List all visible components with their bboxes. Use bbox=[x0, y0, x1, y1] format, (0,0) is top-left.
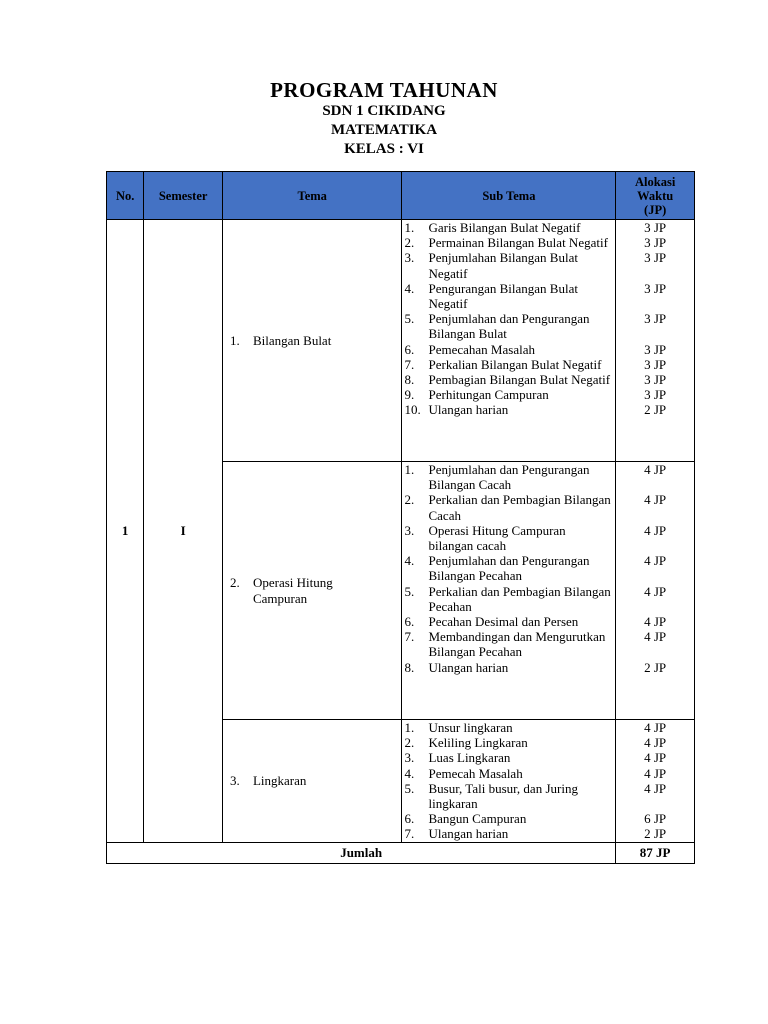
sub-tema-item bbox=[404, 735, 613, 750]
tema-number: 2. bbox=[229, 575, 240, 591]
jp-value: 4 JP bbox=[644, 522, 667, 538]
sub-tema-number: 7. bbox=[404, 826, 415, 842]
sub-tema-text: Keliling Lingkaran bbox=[428, 735, 528, 751]
sub-tema-item bbox=[404, 614, 613, 629]
sub-tema-text: Unsur lingkaran bbox=[428, 720, 513, 735]
header-alokasi-line: (JP) bbox=[644, 202, 667, 217]
sub-tema-text: Bangun Campuran bbox=[428, 811, 527, 827]
sub-tema-item bbox=[404, 372, 613, 387]
total-row bbox=[107, 842, 695, 863]
jp-value: 4 JP bbox=[644, 462, 667, 477]
sub-tema-text: Perkalian dan Pembagian Bilangan Pecahan bbox=[428, 583, 611, 614]
jp-value: 4 JP bbox=[644, 780, 667, 796]
sub-tema-number: 2. bbox=[404, 492, 415, 508]
sub-tema-number: 8. bbox=[404, 372, 415, 388]
sub-tema-text: Pembagian Bilangan Bulat Negatif bbox=[428, 372, 611, 388]
sub-tema-text: Ulangan harian bbox=[428, 826, 509, 842]
sub-tema-number: 3. bbox=[404, 750, 415, 766]
jp-value: 2 JP bbox=[644, 826, 667, 842]
jp-value: 3 JP bbox=[644, 356, 667, 372]
sub-tema-number: 2. bbox=[404, 235, 415, 251]
tema-item bbox=[230, 575, 402, 605]
sub-tema-item bbox=[404, 826, 613, 841]
sub-tema-text: Penjumlahan Bilangan Bulat Negatif bbox=[428, 250, 578, 281]
sub-tema-number: 8. bbox=[404, 659, 415, 675]
sub-tema-text: Pemecah Masalah bbox=[428, 765, 523, 781]
sub-tema-text: Penjumlahan dan Pengurangan Bilangan Bulat bbox=[428, 311, 590, 342]
tema-item bbox=[230, 773, 402, 788]
jp-value: 4 JP bbox=[644, 614, 667, 630]
jp-value: 4 JP bbox=[644, 583, 667, 599]
school-name: SDN 1 CIKIDANG bbox=[322, 103, 446, 119]
sub-tema-item bbox=[404, 235, 613, 250]
row-number: 1 bbox=[107, 220, 144, 843]
jp-value: 4 JP bbox=[644, 765, 667, 781]
header-alokasi-line: Alokasi bbox=[635, 174, 676, 189]
class-label: KELAS : VI bbox=[344, 141, 424, 157]
jp-value: 4 JP bbox=[644, 492, 667, 508]
sub-tema-text: Operasi Hitung Campuran bilangan cacah bbox=[428, 522, 566, 554]
sub-tema-cell bbox=[402, 220, 616, 462]
tema-item bbox=[230, 333, 402, 348]
alokasi-cell bbox=[616, 720, 695, 843]
jp-value: 4 JP bbox=[644, 720, 667, 735]
sub-tema-cell bbox=[402, 720, 616, 843]
sub-tema-item bbox=[404, 342, 613, 357]
total-value: 87 JP bbox=[616, 842, 695, 863]
tema-label: Operasi Hitung Campuran bbox=[252, 575, 333, 606]
sub-tema-item bbox=[404, 492, 613, 522]
sub-tema-number: 3. bbox=[404, 522, 415, 538]
sub-tema-number: 3. bbox=[404, 250, 415, 266]
sub-tema-number: 1. bbox=[404, 220, 415, 235]
sub-tema-item bbox=[404, 462, 613, 492]
sub-tema-number: 9. bbox=[404, 387, 415, 403]
jp-value: 3 JP bbox=[644, 250, 667, 266]
sub-tema-item bbox=[404, 781, 613, 811]
header-semester: Semester bbox=[144, 172, 223, 220]
sub-tema-cell bbox=[402, 462, 616, 720]
jp-value: 3 JP bbox=[644, 235, 667, 251]
sub-tema-text: Penjumlahan dan Pengurangan Bilangan Pecahan bbox=[428, 553, 590, 584]
sub-tema-text: Garis Bilangan Bulat Negatif bbox=[428, 220, 581, 235]
sub-tema-number: 6. bbox=[404, 811, 415, 827]
jp-value: 3 JP bbox=[644, 372, 667, 388]
sub-tema-text: Penjumlahan dan Pengurangan Bilangan Cacah bbox=[428, 462, 590, 493]
sub-tema-item bbox=[404, 750, 613, 765]
sub-tema-text: Luas Lingkaran bbox=[428, 750, 511, 766]
jp-value: 3 JP bbox=[644, 280, 667, 296]
sub-tema-number: 4. bbox=[404, 765, 415, 781]
tema-label: Lingkaran bbox=[252, 773, 307, 789]
tema-number: 3. bbox=[229, 773, 240, 789]
sub-tema-item bbox=[404, 766, 613, 781]
sub-tema-item bbox=[404, 720, 613, 735]
sub-tema-item bbox=[404, 660, 613, 675]
sub-tema-item bbox=[404, 357, 613, 372]
jp-value: 4 JP bbox=[644, 750, 667, 766]
sub-tema-item bbox=[404, 523, 613, 553]
sub-tema-item bbox=[404, 387, 613, 402]
annual-program-table bbox=[106, 171, 695, 864]
sub-tema-number: 4. bbox=[404, 553, 415, 569]
sub-tema-text: Perkalian dan Pembagian Bilangan Cacah bbox=[428, 492, 611, 523]
jp-value: 3 JP bbox=[644, 311, 667, 327]
sub-tema-number: 2. bbox=[404, 735, 415, 751]
sub-tema-number: 5. bbox=[404, 780, 415, 796]
jp-value: 2 JP bbox=[644, 402, 667, 418]
sub-tema-item bbox=[404, 811, 613, 826]
jp-value: 3 JP bbox=[644, 387, 667, 403]
jp-value: 3 JP bbox=[644, 341, 667, 357]
sub-tema-item bbox=[404, 553, 613, 583]
sub-tema-number: 4. bbox=[404, 280, 415, 296]
sub-tema-item bbox=[404, 584, 613, 614]
jp-value: 6 JP bbox=[644, 811, 667, 827]
semester-value: I bbox=[144, 220, 223, 843]
jp-value: 4 JP bbox=[644, 553, 667, 569]
sub-tema-text: Ulangan harian bbox=[428, 402, 509, 418]
sub-tema-text: Busur, Tali busur, dan Juring lingkaran bbox=[428, 780, 578, 812]
sub-tema-text: Pengurangan Bilangan Bulat Negatif bbox=[428, 280, 578, 312]
sub-tema-item bbox=[404, 220, 613, 235]
sub-tema-item bbox=[404, 629, 613, 659]
jp-value: 4 JP bbox=[644, 629, 667, 645]
sub-tema-number: 7. bbox=[404, 629, 415, 645]
sub-tema-number: 5. bbox=[404, 311, 415, 327]
tema-number: 1. bbox=[229, 332, 240, 348]
total-label: Jumlah bbox=[107, 842, 616, 863]
alokasi-cell bbox=[616, 462, 695, 720]
sub-tema-item bbox=[404, 311, 613, 341]
sub-tema-text: Perhitungan Campuran bbox=[428, 387, 549, 403]
table-row bbox=[107, 220, 695, 462]
sub-tema-item bbox=[404, 402, 613, 417]
sub-tema-text: Permainan Bilangan Bulat Negatif bbox=[428, 235, 608, 251]
jp-value: 4 JP bbox=[644, 735, 667, 751]
jp-value: 3 JP bbox=[644, 220, 667, 235]
document-header bbox=[0, 78, 768, 159]
subject-name: MATEMATIKA bbox=[330, 122, 438, 138]
header-sub-tema: Sub Tema bbox=[402, 172, 616, 220]
sub-tema-text: Membandingan dan Mengurutkan Bilangan Pecahan bbox=[428, 629, 606, 660]
header-no: No. bbox=[107, 172, 144, 220]
tema-cell bbox=[222, 462, 402, 720]
sub-tema-number: 6. bbox=[404, 341, 415, 357]
sub-tema-number: 1. bbox=[404, 720, 415, 735]
sub-tema-item bbox=[404, 250, 613, 280]
sub-tema-text: Ulangan harian bbox=[428, 659, 509, 675]
header-alokasi-line: Waktu bbox=[637, 188, 674, 203]
tema-label: Bilangan Bulat bbox=[252, 332, 332, 348]
sub-tema-text: Pecahan Desimal dan Persen bbox=[428, 614, 579, 630]
header-alokasi-waktu bbox=[616, 172, 695, 220]
alokasi-cell bbox=[616, 220, 695, 462]
sub-tema-number: 7. bbox=[404, 356, 415, 372]
tema-cell bbox=[222, 720, 402, 843]
sub-tema-text: Pemecahan Masalah bbox=[428, 341, 535, 357]
jp-value: 2 JP bbox=[644, 659, 667, 675]
sub-tema-text: Perkalian Bilangan Bulat Negatif bbox=[428, 356, 602, 372]
sub-tema-item bbox=[404, 281, 613, 311]
document-title: PROGRAM TAHUNAN bbox=[270, 78, 498, 102]
tema-cell bbox=[222, 220, 402, 462]
sub-tema-number: 1. bbox=[404, 462, 415, 477]
sub-tema-number: 5. bbox=[404, 583, 415, 599]
header-tema: Tema bbox=[222, 172, 402, 220]
sub-tema-number: 10. bbox=[404, 402, 421, 418]
sub-tema-number: 6. bbox=[404, 614, 415, 630]
table-header-row bbox=[107, 172, 695, 220]
